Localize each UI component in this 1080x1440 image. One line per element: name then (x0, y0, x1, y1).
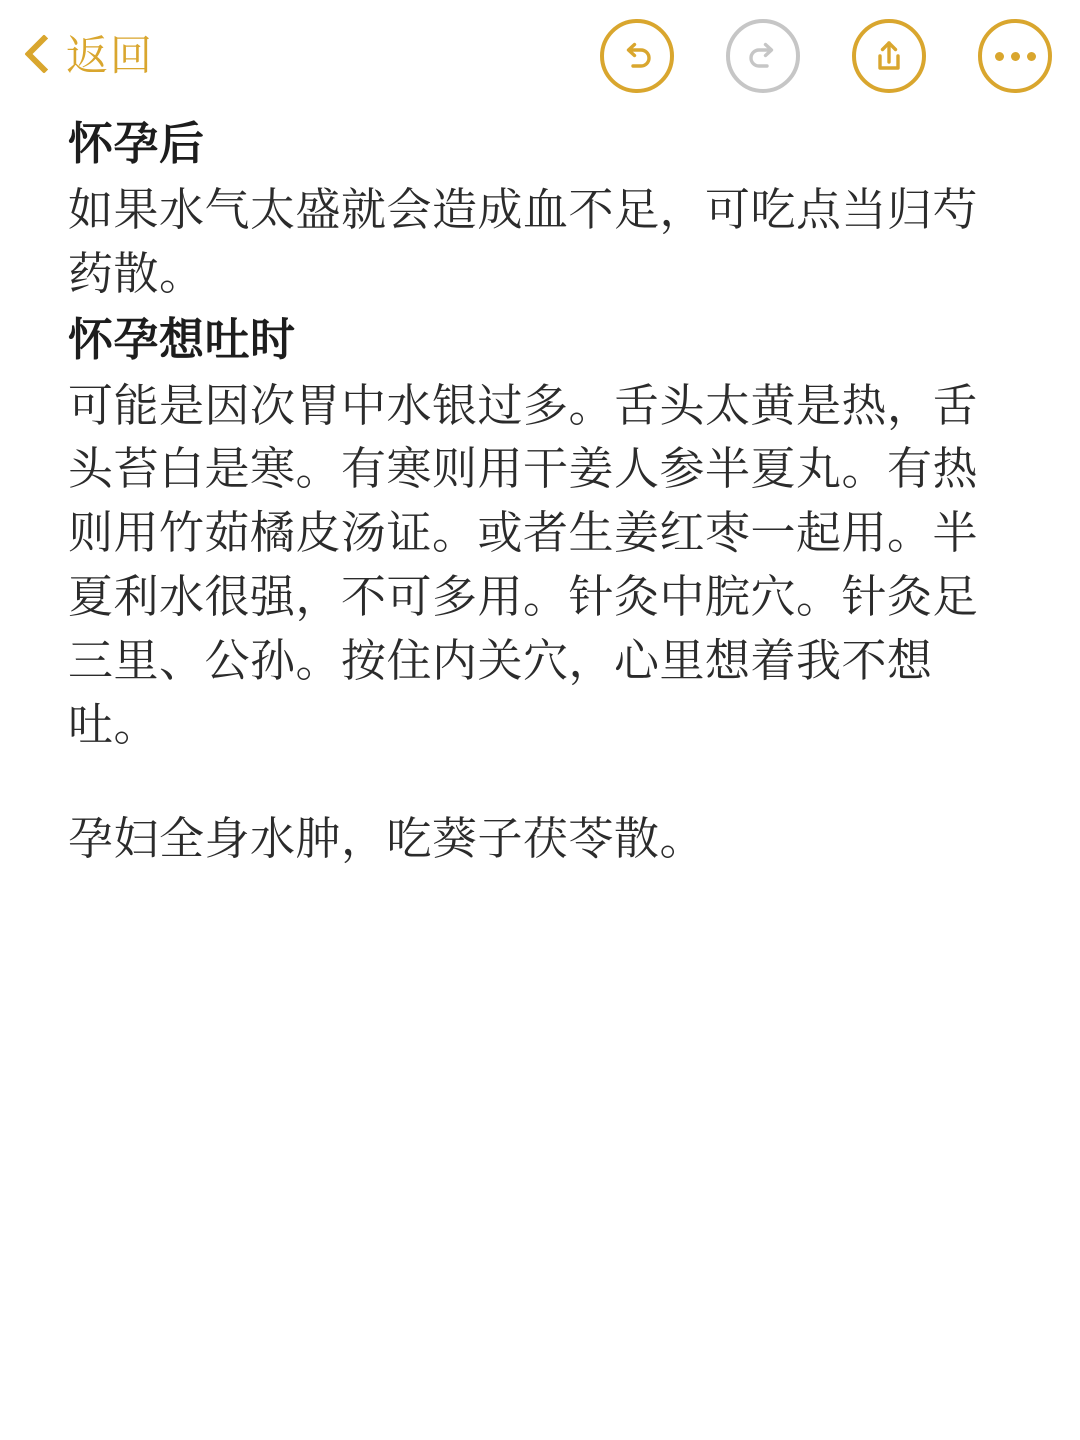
more-icon (982, 23, 1048, 89)
back-button-label: 返回 (66, 32, 155, 79)
chevron-left-icon (22, 30, 56, 82)
toolbar-actions (600, 0, 1052, 112)
more-button[interactable] (978, 19, 1052, 93)
note-spacer (68, 873, 1016, 919)
undo-icon (617, 36, 657, 76)
redo-icon (743, 36, 783, 76)
share-button[interactable] (852, 19, 926, 93)
note-paragraph: 如果水气太盛就会造成血不足，可吃点当归芍药散。 (68, 183, 979, 299)
note-paragraph: 可能是因次胃中水银过多。舌头太黄是热，舌头苔白是寒。有寒则用干姜人参半夏丸。有热则用竹茹橘皮汤证。或者生姜红枣一起用。半夏利水很强，不可多用。针灸中脘穴。针灸足三里、公孙。按住内关穴，心里想着我不想吐。 (68, 379, 979, 751)
note-heading: 怀孕后 (68, 118, 205, 169)
back-button[interactable] (22, 30, 154, 82)
note-spacer (68, 759, 1016, 805)
top-toolbar (0, 0, 1080, 112)
share-icon (869, 36, 909, 76)
note-heading: 怀孕想吐时 (68, 313, 296, 365)
note-content (0, 112, 1080, 919)
redo-button[interactable] (726, 19, 800, 93)
undo-button[interactable] (600, 19, 674, 93)
note-paragraph: 孕妇全身水肿，吃葵子茯苓散。 (68, 812, 706, 864)
